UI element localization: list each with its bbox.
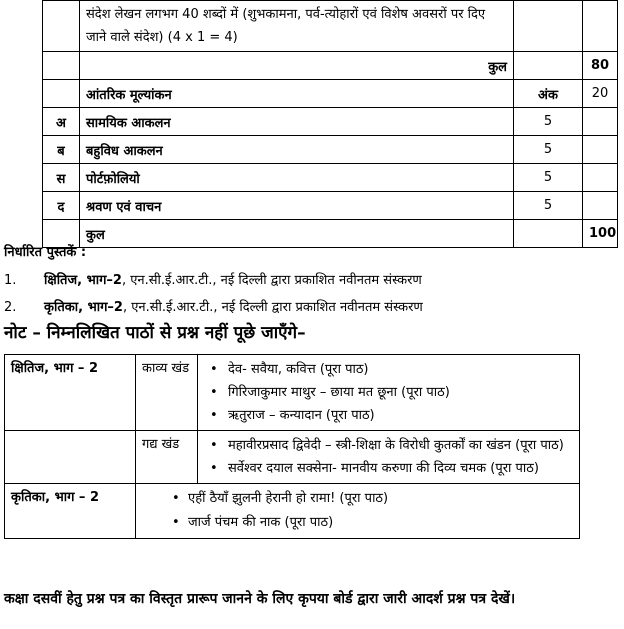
table-row <box>43 1 618 52</box>
table-row <box>5 431 580 484</box>
book-title: क्षितिज, भाग–2 <box>44 273 122 288</box>
list-item: • महावीरप्रसाद द्विवेदी – स्त्री-शिक्षा के विरोधी कुतर्कों का खंडन (पूरा पाठ) <box>204 434 573 457</box>
book-title: कृतिका, भाग–2 <box>44 300 123 315</box>
row-marks: 5 <box>514 136 583 164</box>
list-item: • देव- सवैया, कवित्त (पूरा पाठ) <box>204 358 573 381</box>
table-row <box>43 80 618 108</box>
table-row <box>43 164 618 192</box>
grand-total-label: कुल <box>80 220 514 248</box>
book-name: कृतिका, भाग – 2 <box>5 484 136 539</box>
lesson-list <box>198 355 580 431</box>
table-row <box>43 52 618 80</box>
section-label: गद्य खंड <box>136 431 198 484</box>
internal-marks: 20 <box>583 80 618 108</box>
row-label: श्रवण एवं वाचन <box>80 192 514 220</box>
list-item: • सर्वेश्वर दयाल सक्सेना- मानवीय करुणा की दिव्य चमक (पूरा पाठ) <box>204 457 573 480</box>
excluded-lessons-table <box>4 354 580 539</box>
lesson-list <box>198 431 580 484</box>
book-item <box>4 270 422 288</box>
book-number: 1. <box>4 273 17 288</box>
row-marks: 5 <box>514 108 583 136</box>
table-row <box>43 108 618 136</box>
lesson-list <box>136 484 580 539</box>
row-letter: स <box>43 164 80 192</box>
row-label: पोर्टफ़ोलियो <box>80 164 514 192</box>
list-item: • जार्ज पंचम की नाक (पूरा पाठ) <box>142 511 573 535</box>
row-marks: 5 <box>514 164 583 192</box>
row-letter: द <box>43 192 80 220</box>
total-value: 80 <box>583 52 618 80</box>
total-label: कुल <box>80 52 514 80</box>
table-row <box>5 355 580 431</box>
list-item: • गिरिजाकुमार माथुर – छाया मत छूना (पूरा पाठ) <box>204 381 573 404</box>
section-label: काव्य खंड <box>136 355 198 431</box>
prescribed-books-heading: निर्धारित पुस्तकें : <box>4 245 87 260</box>
book-details: , एन.सी.ई.आर.टी., नई दिल्ली द्वारा प्रकाशित नवीनतम संस्करण <box>121 273 422 288</box>
marks-scheme-table <box>42 0 618 248</box>
footer-note: कक्षा दसवीं हेतु प्रश्न पत्र का विस्तृत प्रारूप जानने के लिए कृपया बोर्ड द्वारा जारी आदर्श प्रश्न पत्र देखें। <box>4 591 516 607</box>
table-row <box>43 220 618 248</box>
list-item: • एहीं ठैयाँ झुलनी हेरानी हो रामा! (पूरा पाठ) <box>142 487 573 511</box>
table-row <box>5 484 580 539</box>
book-number: 2. <box>4 300 17 315</box>
table-row <box>43 136 618 164</box>
row-label: बहुविध आकलन <box>80 136 514 164</box>
book-details: , एन.सी.ई.आर.टी., नई दिल्ली द्वारा प्रकाशित नवीनतम संस्करण <box>122 300 423 315</box>
book-name: क्षितिज, भाग – 2 <box>5 355 136 431</box>
internal-assessment-label: आंतरिक मूल्यांकन <box>80 80 514 108</box>
table-row <box>43 192 618 220</box>
row-marks: 5 <box>514 192 583 220</box>
row-letter: ब <box>43 136 80 164</box>
book-item <box>4 297 423 315</box>
marks-header: अंक <box>514 80 583 108</box>
list-item: • ऋतुराज – कन्यादान (पूरा पाठ) <box>204 404 573 427</box>
item-continued: संदेश लेखन लगभग 40 शब्दों में (शुभकामना, पर्व-त्योहारों एवं विशेष अवसरों पर दिए जाने वाले संदेश) (4 x 1 = 4) <box>80 1 514 52</box>
row-letter: अ <box>43 108 80 136</box>
grand-total-value: 100 <box>583 220 618 248</box>
note-heading: नोट – निम्नलिखित पाठों से प्रश्न नहीं पूछे जाएँगे– <box>4 323 306 343</box>
row-label: सामयिक आकलन <box>80 108 514 136</box>
